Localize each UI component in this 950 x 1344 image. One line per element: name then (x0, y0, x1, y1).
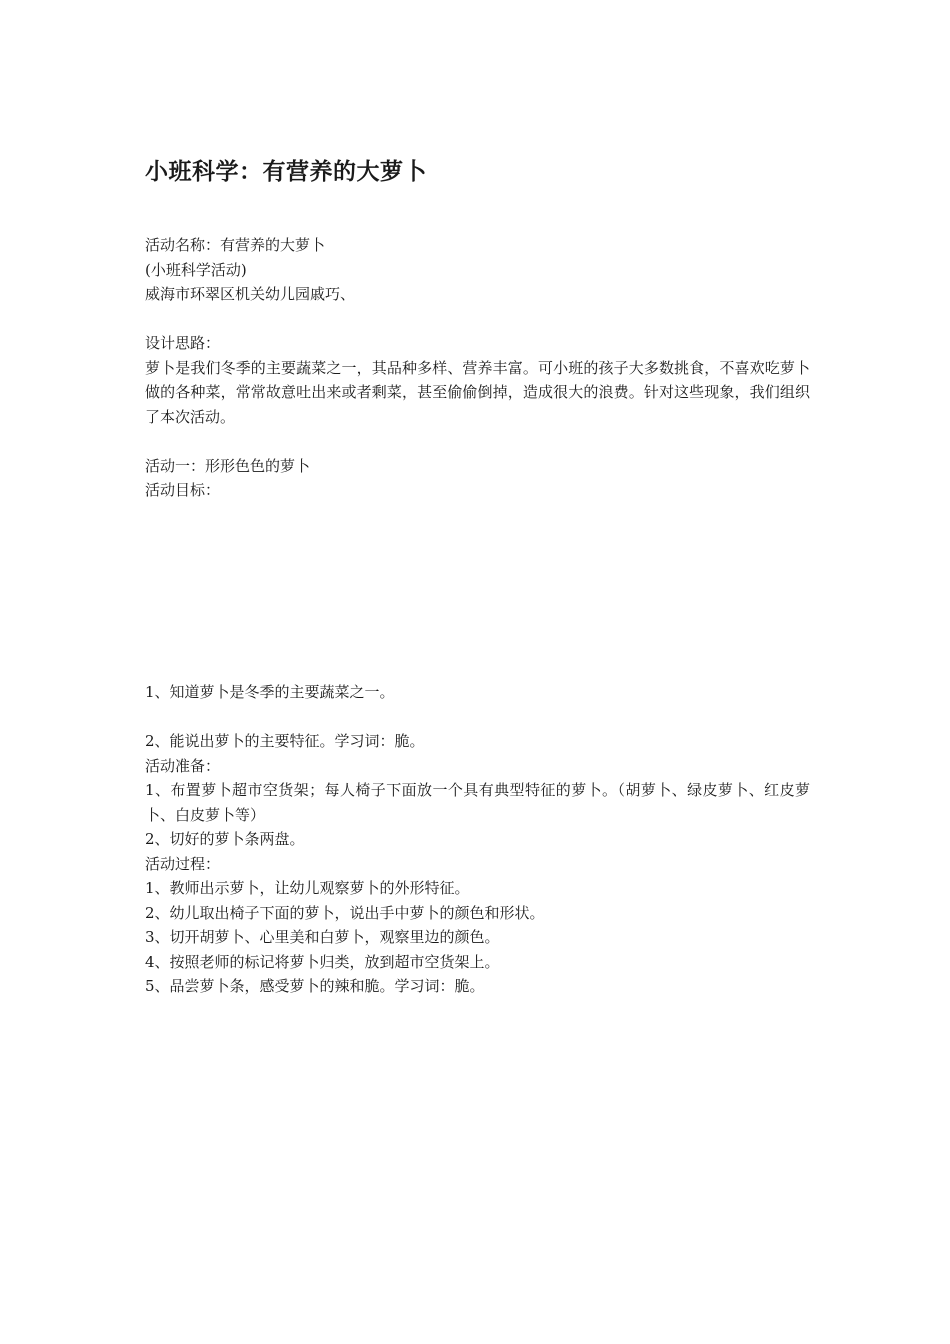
goal-item-1: 1、知道萝卜是冬季的主要蔬菜之一。 (145, 683, 395, 701)
goals-section (145, 680, 810, 999)
activity-author: 威海市环翠区机关幼儿园戚巧、 (145, 285, 356, 303)
preparation-heading: 活动准备： (145, 756, 221, 775)
process-step-4: 4、按照老师的标记将萝卜归类，放到超市空货架上。 (145, 952, 500, 971)
goals-heading: 活动目标： (145, 481, 221, 499)
spacer (145, 429, 810, 454)
process-step-1: 1、教师出示萝卜，让幼儿观察萝卜的外形特征。 (145, 879, 470, 897)
design-text: 萝卜是我们冬季的主要蔬菜之一，其品种多样、营养丰富。可小班的孩子大多数挑食，不喜欢吃萝卜做的各种菜，常常故意吐出来或者剩菜，甚至偷偷倒掉，造成很大的浪费。针对这些现象，我们组织了本次活动。 (145, 358, 810, 426)
process-step-2: 2、幼儿取出椅子下面的萝卜，说出手中萝卜的颜色和形状。 (145, 903, 545, 922)
intro-section (145, 233, 810, 503)
document-title: 小班科学：有营养的大萝卜 (145, 159, 427, 185)
goal-item-2: 2、能说出萝卜的主要特征。学习词：脆。 (145, 732, 425, 750)
preparation-item-2: 2、切好的萝卜条两盘。 (145, 830, 305, 848)
activity1-title: 活动一：形形色色的萝卜 (145, 456, 311, 475)
design-heading: 设计思路： (145, 334, 221, 352)
spacer (145, 307, 810, 332)
activity-name: 活动名称：有营养的大萝卜 (145, 236, 326, 254)
process-heading: 活动过程： (145, 854, 221, 873)
process-step-5: 5、品尝萝卜条，感受萝卜的辣和脆。学习词：脆。 (145, 977, 485, 995)
process-step-3: 3、切开胡萝卜、心里美和白萝卜，观察里边的颜色。 (145, 928, 500, 946)
spacer (145, 705, 810, 730)
preparation-item-1: 1、布置萝卜超市空货架；每人椅子下面放一个具有典型特征的萝卜。（胡萝卜、绿皮萝卜、红皮萝卜、白皮萝卜等） (145, 781, 810, 824)
activity-category: (小班科学活动) (145, 260, 247, 279)
